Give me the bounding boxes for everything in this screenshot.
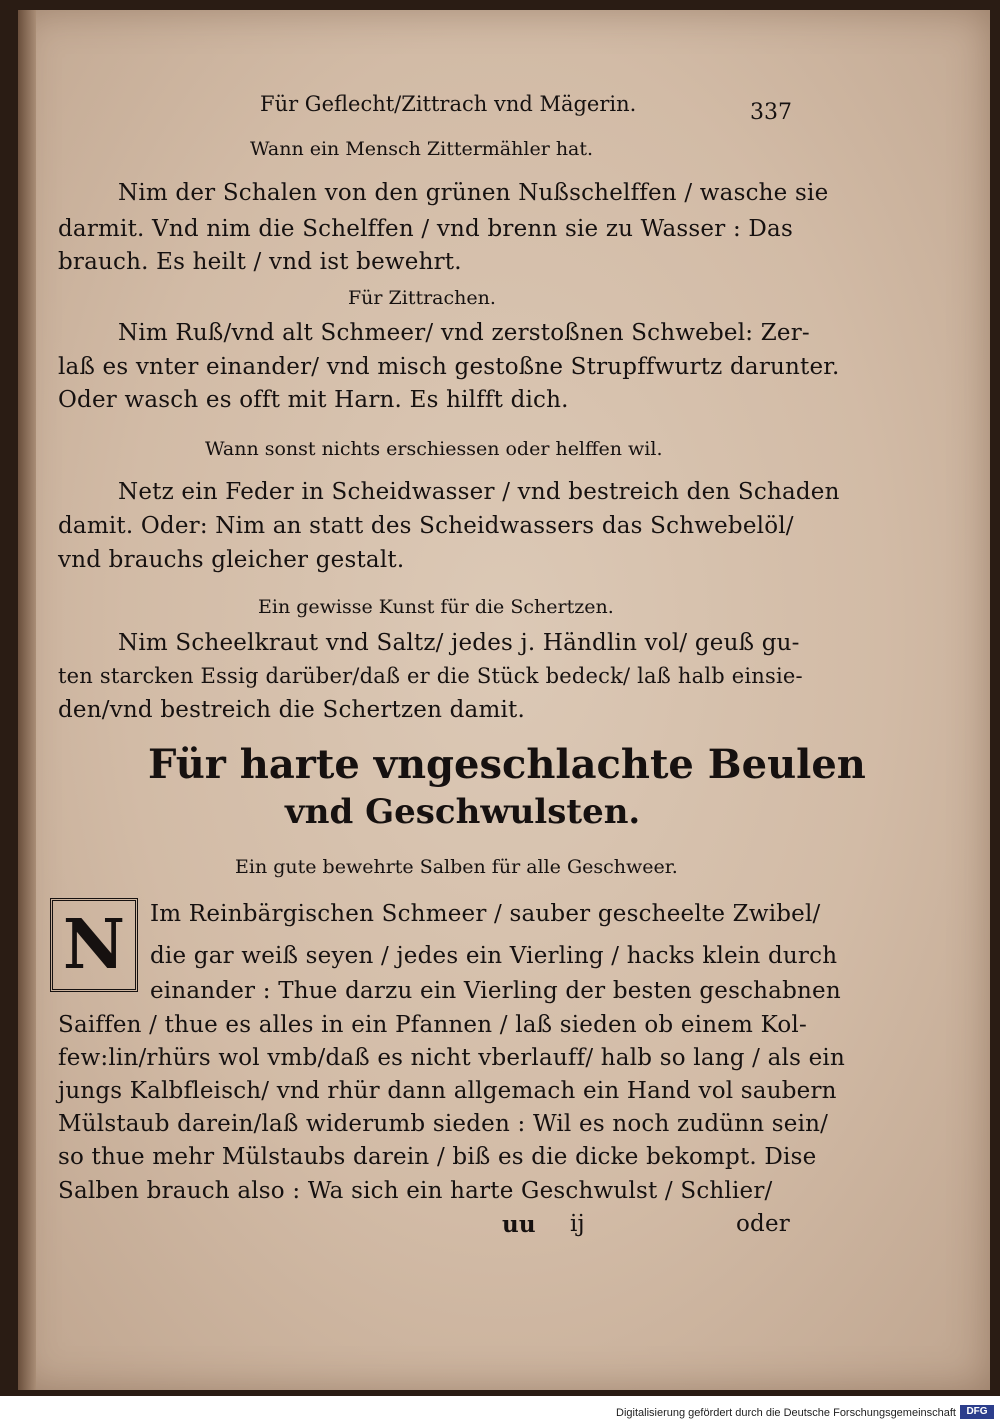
text-line: Oder wasch es offt mit Harn. Es hilfft dich. bbox=[58, 387, 569, 413]
text-line: Nim Ruß/vnd alt Schmeer/ vnd zerstoßnen Schwebel: Zer- bbox=[118, 320, 810, 346]
chapter-title: Für harte vngeschlachte Beulen bbox=[148, 741, 866, 788]
chapter-subheading: Ein gute bewehrte Salben für alle Geschweer. bbox=[235, 856, 678, 878]
section-heading: Wann sonst nichts erschiessen oder helffen wil. bbox=[205, 438, 663, 460]
page-gutter bbox=[18, 10, 36, 1390]
decorated-initial: N bbox=[50, 898, 138, 992]
section-heading: Ein gewisse Kunst für die Schertzen. bbox=[258, 596, 614, 618]
text-line: Nim der Schalen von den grünen Nußschelffen / wasche sie bbox=[118, 180, 829, 206]
text-line: Nim Scheelkraut vnd Saltz/ jedes j. Händlin vol/ geuß gu- bbox=[118, 630, 800, 656]
text-line: ten starcken Essig darüber/daß er die Stück bedeck/ laß halb einsie- bbox=[58, 664, 803, 688]
text-line: so thue mehr Mülstaubs darein / biß es die dicke bekompt. Dise bbox=[58, 1144, 817, 1170]
text-line: brauch. Es heilt / vnd ist bewehrt. bbox=[58, 249, 462, 275]
section-heading: Wann ein Mensch Zittermähler hat. bbox=[250, 138, 594, 160]
text-line: Salben brauch also : Wa sich ein harte Geschwulst / Schlier/ bbox=[58, 1178, 773, 1204]
text-line: die gar weiß seyen / jedes ein Vierling / hacks klein durch bbox=[150, 943, 838, 969]
page-number: 337 bbox=[750, 100, 792, 125]
text-line: den/vnd bestreich die Schertzen damit. bbox=[58, 697, 525, 723]
funding-notice: Digitalisierung gefördert durch die Deutsche Forschungsgemeinschaft bbox=[616, 1407, 956, 1419]
text-line: darmit. Vnd nim die Schelffen / vnd brenn sie zu Wasser : Das bbox=[58, 216, 793, 242]
sheet-mark: ij bbox=[570, 1211, 585, 1237]
text-line: damit. Oder: Nim an statt des Scheidwassers das Schwebelöl/ bbox=[58, 513, 794, 539]
text-line: einander : Thue darzu ein Vierling der besten geschabnen bbox=[150, 978, 841, 1004]
text-line: jungs Kalbfleisch/ vnd rhür dann allgemach ein Hand vol saubern bbox=[58, 1078, 837, 1104]
text-line: Saiffen / thue es alles in ein Pfannen / laß sieden ob einem Kol- bbox=[58, 1012, 807, 1038]
dfg-logo-icon: DFG bbox=[960, 1405, 994, 1419]
running-title: Für Geflecht/Zittrach vnd Mägerin. bbox=[260, 92, 637, 116]
text-line: vnd brauchs gleicher gestalt. bbox=[58, 547, 405, 573]
catchword: oder bbox=[736, 1211, 790, 1237]
text-line: laß es vnter einander/ vnd misch gestoßne Strupffwurtz darunter. bbox=[58, 354, 840, 380]
text-line: Mülstaub darein/laß widerumb sieden : Wil es noch zudünn sein/ bbox=[58, 1111, 829, 1137]
text-line: few:lin/rhürs wol vmb/daß es nicht vberlauff/ halb so lang / als ein bbox=[58, 1045, 845, 1071]
signature-mark: uu bbox=[502, 1211, 536, 1238]
text-line: Netz ein Feder in Scheidwasser / vnd bestreich den Schaden bbox=[118, 479, 840, 505]
text-line: Im Reinbärgischen Schmeer / sauber gescheelte Zwibel/ bbox=[150, 901, 821, 927]
section-heading: Für Zittrachen. bbox=[348, 287, 496, 309]
chapter-title-continued: vnd Geschwulsten. bbox=[285, 792, 641, 832]
